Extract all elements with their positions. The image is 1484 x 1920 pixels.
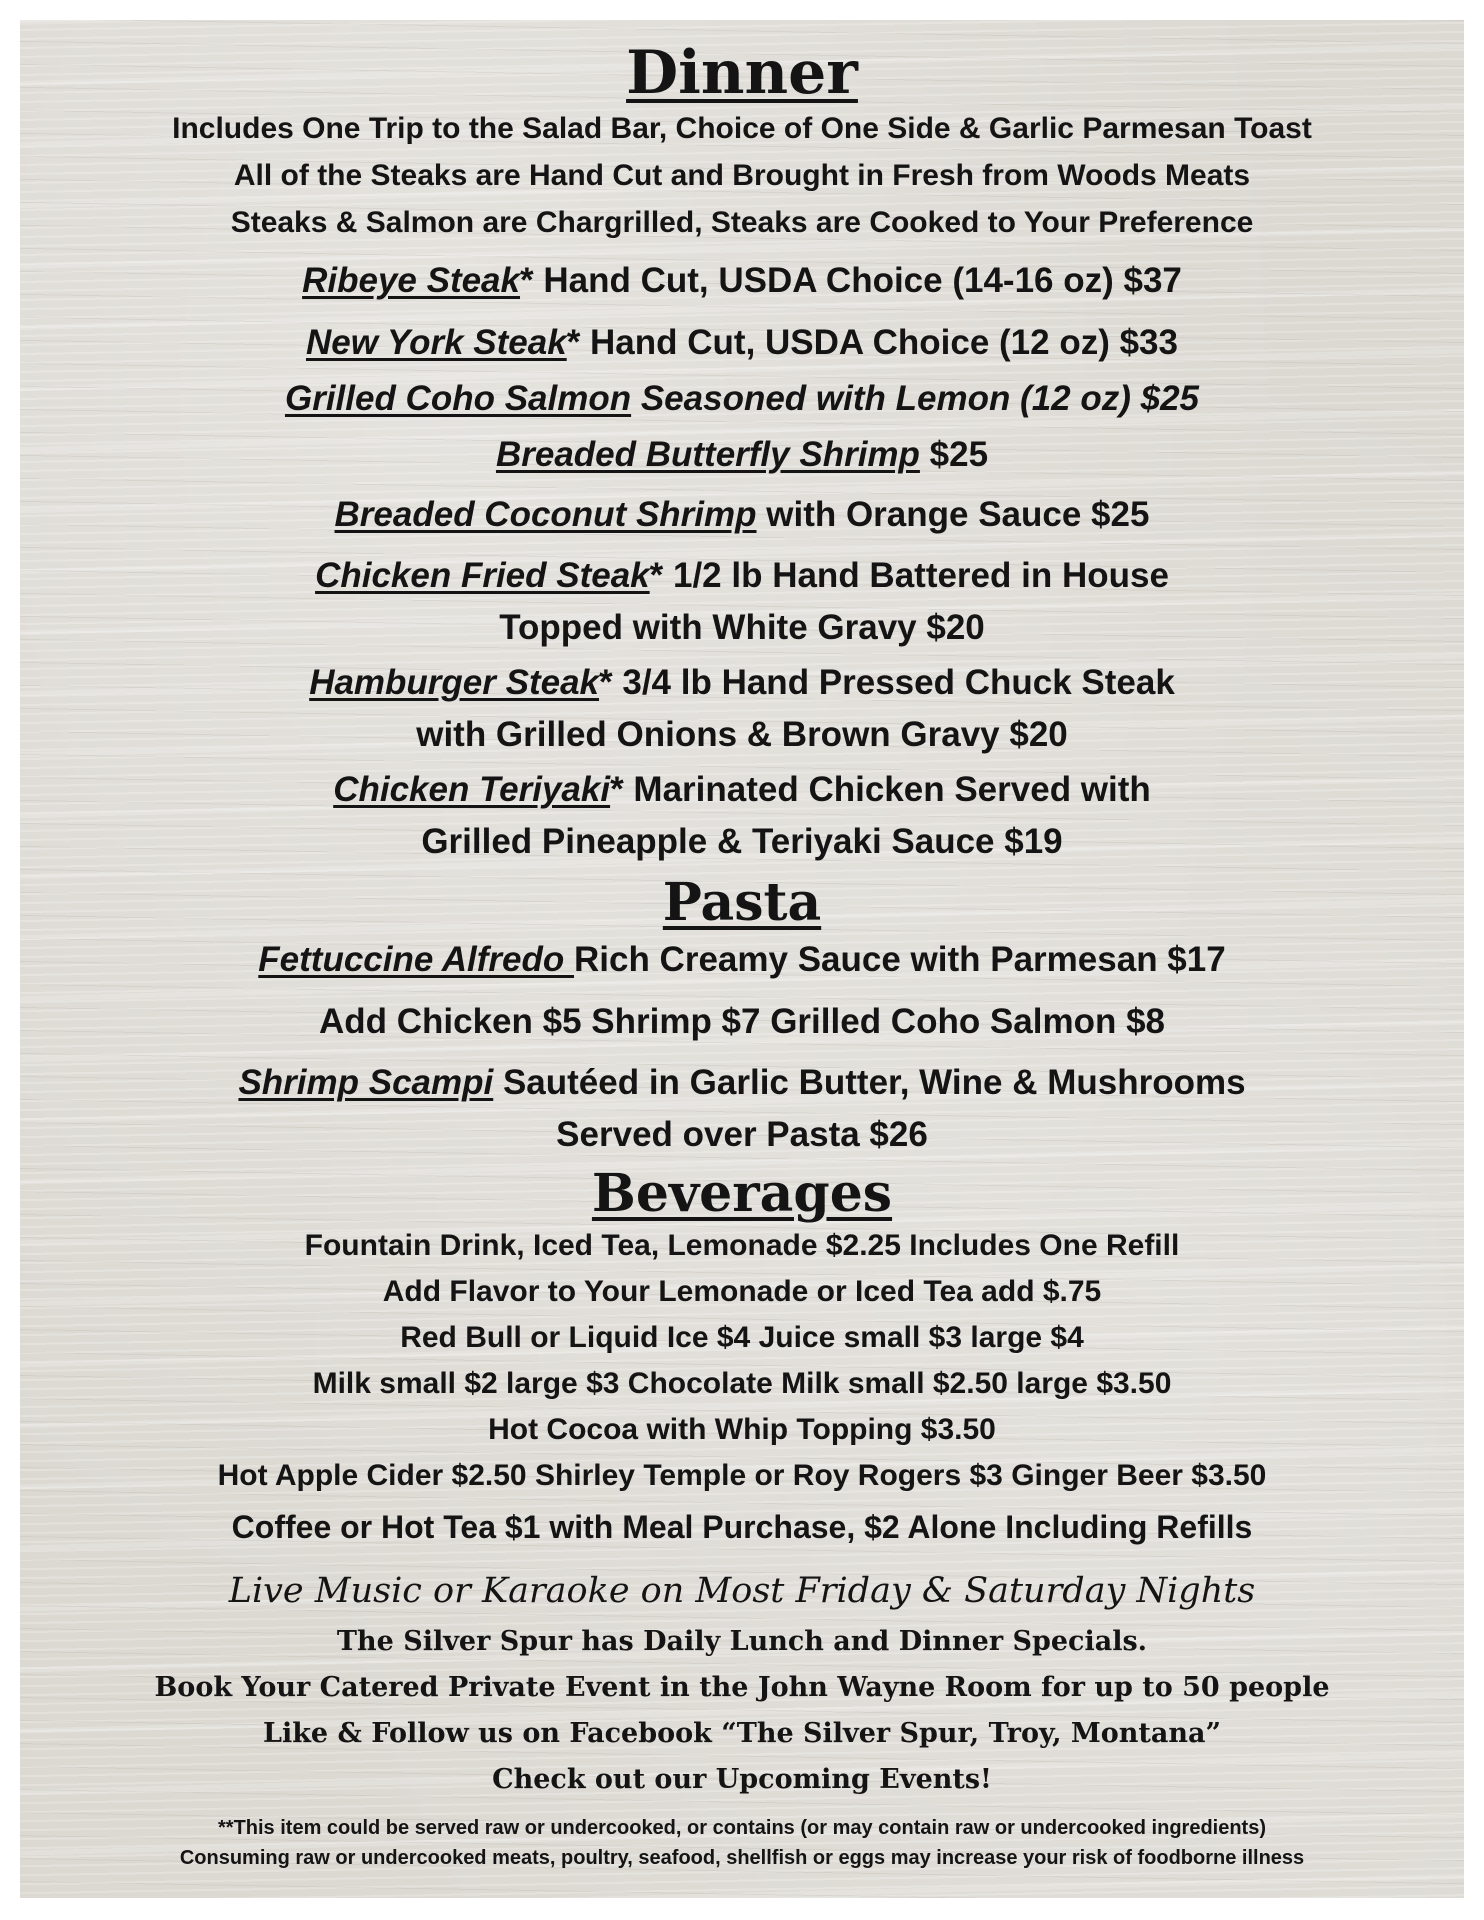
disclaimer-line-2: Consuming raw or undercooked meats, poultry, seafood, shellfish or eggs may increase your risk of foodborne illness bbox=[179, 1847, 1305, 1869]
disclaimer-line-1: **This item could be served raw or undercooked, or contains (or may contain raw or undercooked ingredients) bbox=[218, 1817, 1266, 1839]
item-name: Grilled Coho Salmon bbox=[284, 379, 632, 418]
music-note: Live Music or Karaoke on Most Friday & Saturday Nights bbox=[228, 1571, 1256, 1611]
item-name: Ribeye Steak bbox=[302, 261, 520, 300]
menu-item-shrimp-scampi bbox=[20, 1063, 1464, 1103]
item-desc: * 3/4 lb Hand Pressed Chuck Steak bbox=[599, 663, 1175, 702]
dinner-intro-3: Steaks & Salmon are Chargrilled, Steaks are Cooked to Your Preference bbox=[230, 206, 1254, 239]
dinner-intro-1: Includes One Trip to the Salad Bar, Choice of One Side & Garlic Parmesan Toast bbox=[172, 112, 1312, 145]
beverage-line-6: Hot Apple Cider $2.50 Shirley Temple or Roy Rogers $3 Ginger Beer $3.50 bbox=[217, 1459, 1267, 1492]
dinner-heading: Dinner bbox=[626, 38, 858, 108]
menu-item-shrimp-scampi-line2: Served over Pasta $26 bbox=[556, 1115, 928, 1154]
item-desc: $25 bbox=[919, 435, 989, 474]
item-desc: Sautéed in Garlic Butter, Wine & Mushrooms bbox=[493, 1063, 1246, 1102]
item-name: Hamburger Steak bbox=[309, 663, 600, 702]
item-name: Fettuccine Alfredo bbox=[258, 940, 574, 979]
menu-item-coho-salmon bbox=[20, 379, 1464, 419]
menu-item-chicken-teriyaki bbox=[20, 770, 1464, 810]
menu-item-new-york bbox=[20, 323, 1464, 363]
private-event-note: Book Your Catered Private Event in the John Wayne Room for up to 50 people bbox=[154, 1672, 1330, 1703]
beverage-line-1: Fountain Drink, Iced Tea, Lemonade $2.25 Includes One Refill bbox=[304, 1229, 1180, 1262]
menu-item-chicken-fried-steak bbox=[20, 556, 1464, 596]
item-name: Chicken Teriyaki bbox=[333, 770, 611, 809]
menu-item-ribeye bbox=[20, 261, 1464, 301]
beverage-line-7: Coffee or Hot Tea $1 with Meal Purchase, $2 Alone Including Refills bbox=[231, 1509, 1253, 1545]
item-desc: Seasoned with Lemon (12 oz) $25 bbox=[631, 379, 1200, 418]
specials-note: The Silver Spur has Daily Lunch and Dinner Specials. bbox=[336, 1626, 1148, 1657]
item-name: Shrimp Scampi bbox=[238, 1063, 494, 1102]
beverage-line-5: Hot Cocoa with Whip Topping $3.50 bbox=[488, 1413, 996, 1446]
menu-item-butterfly-shrimp bbox=[20, 435, 1464, 475]
item-name: New York Steak bbox=[305, 323, 567, 362]
beverages-heading: Beverages bbox=[591, 1163, 893, 1224]
item-name: Chicken Fried Steak bbox=[315, 556, 650, 595]
pasta-add-ons: Add Chicken $5 Shrimp $7 Grilled Coho Salmon $8 bbox=[318, 1002, 1166, 1041]
item-desc: * Hand Cut, USDA Choice (14-16 oz) $37 bbox=[520, 261, 1182, 300]
beverage-line-3: Red Bull or Liquid Ice $4 Juice small $3 large $4 bbox=[400, 1321, 1084, 1354]
beverage-line-4: Milk small $2 large $3 Chocolate Milk small $2.50 large $3.50 bbox=[312, 1367, 1172, 1400]
menu-item-fettuccine bbox=[20, 940, 1464, 980]
item-desc: * Marinated Chicken Served with bbox=[610, 770, 1151, 809]
item-name: Breaded Coconut Shrimp bbox=[334, 495, 757, 534]
facebook-note: Like & Follow us on Facebook “The Silver Spur, Troy, Montana” bbox=[262, 1718, 1222, 1749]
item-desc: * Hand Cut, USDA Choice (12 oz) $33 bbox=[566, 323, 1178, 362]
events-note: Check out our Upcoming Events! bbox=[492, 1764, 992, 1795]
item-desc: * 1/2 lb Hand Battered in House bbox=[649, 556, 1169, 595]
menu-item-chicken-teriyaki-line2: Grilled Pineapple & Teriyaki Sauce $19 bbox=[421, 822, 1063, 861]
menu-item-coconut-shrimp bbox=[20, 495, 1464, 535]
item-desc: with Orange Sauce $25 bbox=[756, 495, 1150, 534]
pasta-heading: Pasta bbox=[662, 872, 822, 933]
menu-item-hamburger-steak-line2: with Grilled Onions & Brown Gravy $20 bbox=[416, 715, 1068, 754]
item-name: Breaded Butterfly Shrimp bbox=[495, 435, 920, 474]
menu-page bbox=[20, 20, 1464, 1898]
beverage-line-2: Add Flavor to Your Lemonade or Iced Tea add $.75 bbox=[382, 1275, 1102, 1308]
menu-item-chicken-fried-steak-line2: Topped with White Gravy $20 bbox=[499, 608, 985, 647]
dinner-intro-2: All of the Steaks are Hand Cut and Brought in Fresh from Woods Meats bbox=[233, 159, 1251, 192]
item-desc: Rich Creamy Sauce with Parmesan $17 bbox=[573, 940, 1226, 979]
menu-item-hamburger-steak bbox=[20, 663, 1464, 703]
